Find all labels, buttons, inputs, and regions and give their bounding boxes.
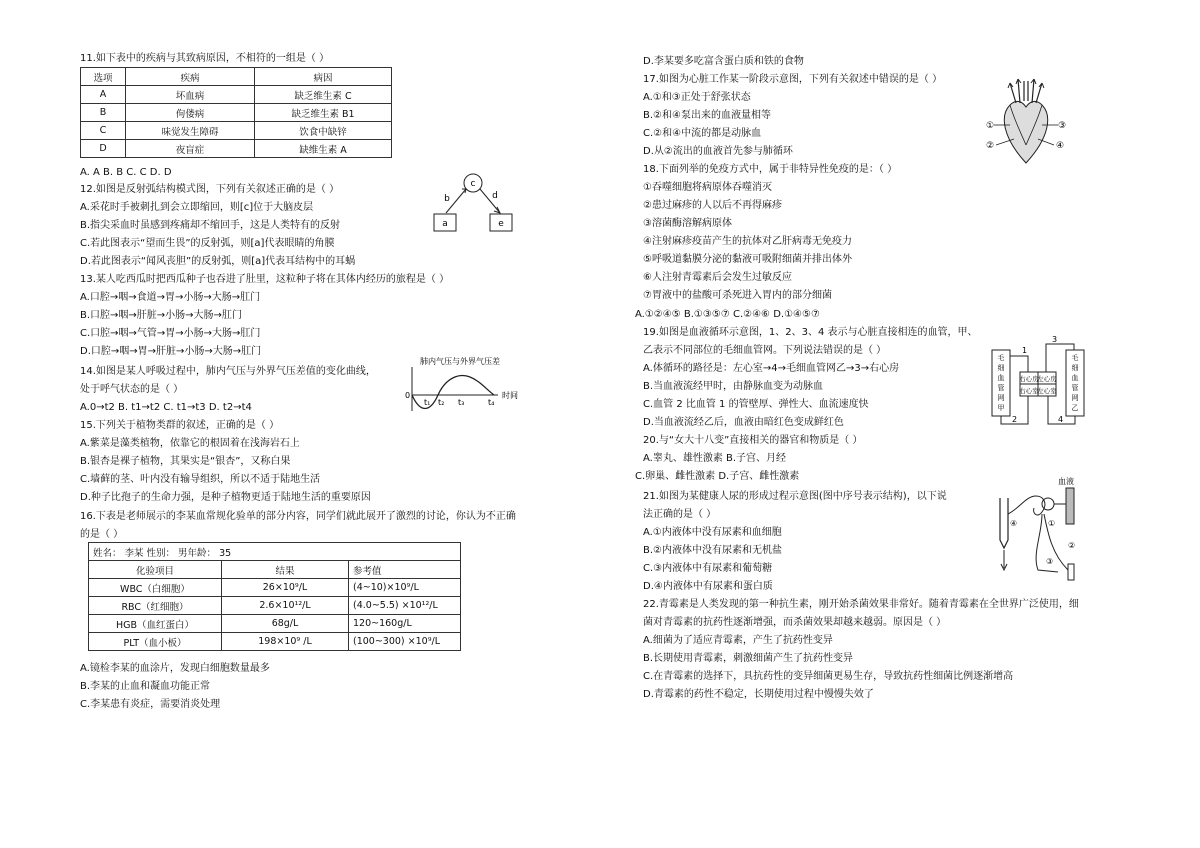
table-cell: 坏血病 <box>126 86 255 104</box>
q21-option-c: C.③内液体中有尿素和葡萄糖 <box>643 563 773 574</box>
table-cell: RBC（红细胞） <box>89 597 222 615</box>
q16-patient-info: 姓名： 李某 性别： 男年龄： 35 <box>89 543 461 561</box>
heart-label-3: ③ <box>1058 121 1067 131</box>
q17-option-c: C.②和④中流的都是动脉血 <box>643 128 762 139</box>
q12-option-c: C.若此图表示“望而生畏”的反射弧，则[a]代表眼睛的角膜 <box>80 238 335 249</box>
q16-option-d: D.李某要多吃富含蛋白质和铁的食物 <box>643 56 804 67</box>
q12-option-a: A.采花时手被刺扎到会立即缩回，则[c]位于大脑皮层 <box>80 202 314 213</box>
q14-stem: 14.如图是某人呼吸过程中，肺内气压与外界气压差值的变化曲线， <box>80 366 376 377</box>
table-cell: 夜盲症 <box>126 140 255 158</box>
q18-item-6: ⑥人注射青霉素后会发生过敏反应 <box>643 272 792 283</box>
pressure-curve-axis: 时间 <box>502 391 518 400</box>
table-row <box>81 86 392 104</box>
q17-option-a: A.①和③正处于舒张状态 <box>643 92 751 103</box>
pressure-curve-diagram <box>402 355 520 415</box>
capillary-yi-char: 网 <box>1071 394 1079 402</box>
table-row <box>89 579 461 597</box>
q22-stem: 22.青霉素是人类发现的第一种抗生素，刚开始杀菌效果非常好。随着青霉素在全世界广泛使用，细 <box>643 599 1079 610</box>
q19-option-a: A.体循环的路径是：左心室→4→毛细血管网乙→3→右心房 <box>643 363 900 374</box>
capillary-jia-char: 血 <box>997 374 1005 382</box>
q16-option-c: C.李某患有炎症，需要消炎处理 <box>80 699 221 710</box>
table-cell: PLT（血小板） <box>89 633 222 651</box>
q13-stem: 13.某人吃西瓜时把西瓜种子也吞进了肚里，这粒种子将在其体内经历的旅程是（ ） <box>80 274 450 285</box>
circulation-diagram <box>988 336 1088 432</box>
q18-stem: 18.下面列举的免疫方式中，属于非特异性免疫的是：（ ） <box>643 164 898 175</box>
q11-header-disease: 疾病 <box>126 68 255 86</box>
table-cell: 饮食中缺锌 <box>255 122 392 140</box>
q22-option-d: D.青霉素的药性不稳定，长期使用过程中慢慢失效了 <box>643 689 874 700</box>
table-cell: 26×10⁹/L <box>222 579 349 597</box>
q22-option-c: C.在青霉素的选择下，具抗药性的变异细菌更易生存，导致抗药性细菌比例逐渐增高 <box>643 671 1014 682</box>
q15-stem: 15.下列关于植物类群的叙述，正确的是（ ） <box>80 420 280 431</box>
q16-option-b: B.李某的止血和凝血功能正常 <box>80 681 211 692</box>
nephron-blood-label: 血液 <box>1058 477 1074 486</box>
q21-option-d: D.④内液体中有尿素和蛋白质 <box>643 581 773 592</box>
q15-option-b: B.银杏是裸子植物，其果实是“银杏”，又称白果 <box>80 456 291 467</box>
table-row <box>89 615 461 633</box>
capillary-jia-char: 管 <box>997 384 1005 392</box>
reflex-label-e: e <box>498 219 504 229</box>
q15-option-d: D.种子比孢子的生命力强，是种子植物更适于陆地生活的重要原因 <box>80 492 371 503</box>
nephron-num: ① <box>1048 519 1056 528</box>
table-row <box>89 597 461 615</box>
table-cell: (100~300) ×10⁹/L <box>349 633 461 651</box>
q11-options: A. A B. B C. C D. D <box>80 167 172 178</box>
cell-left-atrium: 左心房 <box>1037 375 1057 383</box>
q15-option-a: A.紫菜是藻类植物，依靠它的根固着在浅海岩石上 <box>80 438 300 449</box>
heart-label-2: ② <box>986 141 995 151</box>
cell-right-atrium: 右心房 <box>1019 375 1039 383</box>
capillary-yi-char: 管 <box>1071 384 1079 392</box>
q21-option-a: A.①内液体中没有尿素和血细胞 <box>643 527 782 538</box>
nephron-num: ② <box>1068 541 1076 550</box>
q13-option-b: B.口腔→咽→肝脏→小肠→大肠→肛门 <box>80 310 242 321</box>
q21-option-b: B.②内液体中没有尿素和无机盐 <box>643 545 783 556</box>
q16-header-item: 化验项目 <box>89 561 222 579</box>
q16-stem: 16.下表是老师展示的李某血常规化验单的部分内容，同学们就此展开了激烈的讨论，你认为不正确 <box>80 511 516 522</box>
table-row <box>89 633 461 651</box>
table-cell: (4.0~5.5) ×10¹²/L <box>349 597 461 615</box>
q20-options-cd: C.卵巢、雌性激素 D.子宫、雌性激素 <box>635 471 800 482</box>
table-cell: 佝偻病 <box>126 104 255 122</box>
table-cell: 缺乏维生素 C <box>255 86 392 104</box>
table-cell: 味觉发生障碍 <box>126 122 255 140</box>
pressure-curve-title: 肺内气压与外界气压差 <box>420 357 500 366</box>
q11-header-cause: 病因 <box>255 68 392 86</box>
reflex-label-a: a <box>442 219 448 229</box>
q12-option-d: D.若此图表示“闻风丧胆”的反射弧，则[a]代表耳结构中的耳蜗 <box>80 256 356 267</box>
vessel-number: 2 <box>1012 415 1018 424</box>
q20-stem: 20.与“女大十八变”直接相关的器官和物质是（ ） <box>643 435 863 446</box>
capillary-jia-char: 细 <box>997 364 1005 372</box>
q18-item-7: ⑦胃液中的盐酸可杀死进入胃内的部分细菌 <box>643 290 832 301</box>
table-cell: WBC（白细胞） <box>89 579 222 597</box>
q20-options-ab: A.睾丸、雄性激素 B.子宫、月经 <box>643 453 787 464</box>
q22-option-a: A.细菌为了适应青霉素，产生了抗药性变异 <box>643 635 833 646</box>
table-cell: D <box>81 140 126 158</box>
tick-label: t₄ <box>488 398 495 407</box>
capillary-jia-char: 毛 <box>997 354 1005 362</box>
q18-item-2: ②患过麻疹的人以后不再得麻疹 <box>643 200 782 211</box>
table-cell: 198×10⁹ /L <box>222 633 349 651</box>
q16-stem-2: 的是（ ） <box>80 529 124 540</box>
q14-options: A.0→t2 B. t1→t2 C. t1→t3 D. t2→t4 <box>80 402 252 413</box>
heart-label-1: ① <box>986 121 995 131</box>
heart-diagram <box>980 75 1072 167</box>
q11-table <box>80 67 392 158</box>
q18-item-5: ⑤呼吸道黏膜分泌的黏液可吸附细菌并排出体外 <box>643 254 852 265</box>
tick-label: t₂ <box>438 398 445 407</box>
capillary-yi-char: 乙 <box>1071 404 1079 412</box>
q12-stem: 12.如图是反射弧结构模式图，下列有关叙述正确的是（ ） <box>80 184 340 195</box>
q16-header-reference: 参考值 <box>349 561 461 579</box>
capillary-yi-char: 血 <box>1071 374 1079 382</box>
reflex-label-b: b <box>444 194 450 204</box>
q21-stem-2: 法正确的是（ ） <box>643 509 717 520</box>
q13-option-c: C.口腔→咽→气管→胃→小肠→大肠→肛门 <box>80 328 261 339</box>
table-row <box>81 140 392 158</box>
q16-header-result: 结果 <box>222 561 349 579</box>
q17-stem: 17.如图为心脏工作某一阶段示意图，下列有关叙述中错误的是（ ） <box>643 74 943 85</box>
q18-item-1: ①吞噬细胞将病原体吞噬消灭 <box>643 182 772 193</box>
table-cell: 缺乏维生素 B1 <box>255 104 392 122</box>
table-row <box>81 104 392 122</box>
reflex-label-c: c <box>470 179 476 189</box>
reflex-label-d: d <box>492 191 498 201</box>
capillary-jia-char: 网 <box>997 394 1005 402</box>
nephron-num: ④ <box>1010 519 1018 528</box>
q16-option-a: A.镜检李某的血涂片，发现白细胞数量最多 <box>80 663 270 674</box>
tick-label: 0 <box>405 391 411 400</box>
capillary-yi-char: 细 <box>1071 364 1079 372</box>
q13-option-d: D.口腔→咽→胃→肝脏→小肠→大肠→肛门 <box>80 346 262 357</box>
reflex-arc-diagram <box>428 168 518 234</box>
q18-item-4: ④注射麻疹疫苗产生的抗体对乙肝病毒无免疫力 <box>643 236 852 247</box>
tick-label: t₁ <box>424 398 431 407</box>
q19-option-c: C.血管 2 比血管 1 的管壁厚、弹性大、血流速度快 <box>643 399 869 410</box>
heart-label-4: ④ <box>1056 141 1065 151</box>
table-cell: HGB（血红蛋白） <box>89 615 222 633</box>
nephron-num: ③ <box>1046 557 1054 566</box>
q19-option-b: B.当血液流经甲时，由静脉血变为动脉血 <box>643 381 824 392</box>
vessel-number: 4 <box>1058 415 1064 424</box>
table-cell: 缺维生素 A <box>255 140 392 158</box>
q17-option-b: B.②和④泵出来的血液量相等 <box>643 110 771 121</box>
q14-stem-2: 处于呼气状态的是（ ） <box>80 384 184 395</box>
vessel-number: 1 <box>1022 346 1028 355</box>
capillary-yi-char: 毛 <box>1071 354 1079 362</box>
q12-option-b: B.指尖采血时虽感到疼痛却不缩回手，这是人类特有的反射 <box>80 220 341 231</box>
table-cell: A <box>81 86 126 104</box>
q18-item-3: ③溶菌酶溶解病原体 <box>643 218 732 229</box>
capillary-jia-char: 甲 <box>997 404 1005 412</box>
vessel-number: 3 <box>1052 336 1058 344</box>
q11-stem: 11.如下表中的疾病与其致病原因，不相符的一组是（ ） <box>80 53 330 64</box>
q13-option-a: A.口腔→咽→食道→胃→小肠→大肠→肛门 <box>80 292 261 303</box>
q22-option-b: B.长期使用青霉素，刺激细菌产生了抗药性变异 <box>643 653 854 664</box>
nephron-diagram <box>988 474 1092 586</box>
table-cell: 120~160g/L <box>349 615 461 633</box>
table-cell: C <box>81 122 126 140</box>
table-cell: B <box>81 104 126 122</box>
q19-option-d: D.当血液流经乙后，血液由暗红色变成鲜红色 <box>643 417 844 428</box>
table-row <box>81 122 392 140</box>
q19-stem-2: 乙表示不同部位的毛细血管网。下列说法错误的是（ ） <box>643 345 887 356</box>
q18-options: A.①②④⑤ B.①③⑤⑦ C.②④⑥ D.①④⑤⑦ <box>635 309 820 320</box>
table-cell: (4~10)×10⁹/L <box>349 579 461 597</box>
table-cell: 68g/L <box>222 615 349 633</box>
q17-option-d: D.从②流出的血液首先参与肺循环 <box>643 146 793 157</box>
q15-option-c: C.墙藓的茎、叶内没有输导组织，所以不适于陆地生活 <box>80 474 321 485</box>
q19-stem: 19.如图是血液循环示意图，1、2、3、4 表示与心脏直接相连的血管，甲、 <box>643 327 978 338</box>
q21-stem: 21.如图为某健康人尿的形成过程示意图(图中序号表示结构)，以下说 <box>643 491 947 502</box>
q16-table <box>88 542 461 651</box>
cell-left-ventricle: 左心室 <box>1037 387 1057 395</box>
q22-stem-2: 菌对青霉素的抗药性逐渐增强，而杀菌效果却越来越弱。原因是（ ） <box>643 617 947 628</box>
table-cell: 2.6×10¹²/L <box>222 597 349 615</box>
tick-label: t₃ <box>458 398 465 407</box>
q11-header-option: 选项 <box>81 68 126 86</box>
cell-right-ventricle: 右心室 <box>1019 387 1039 395</box>
